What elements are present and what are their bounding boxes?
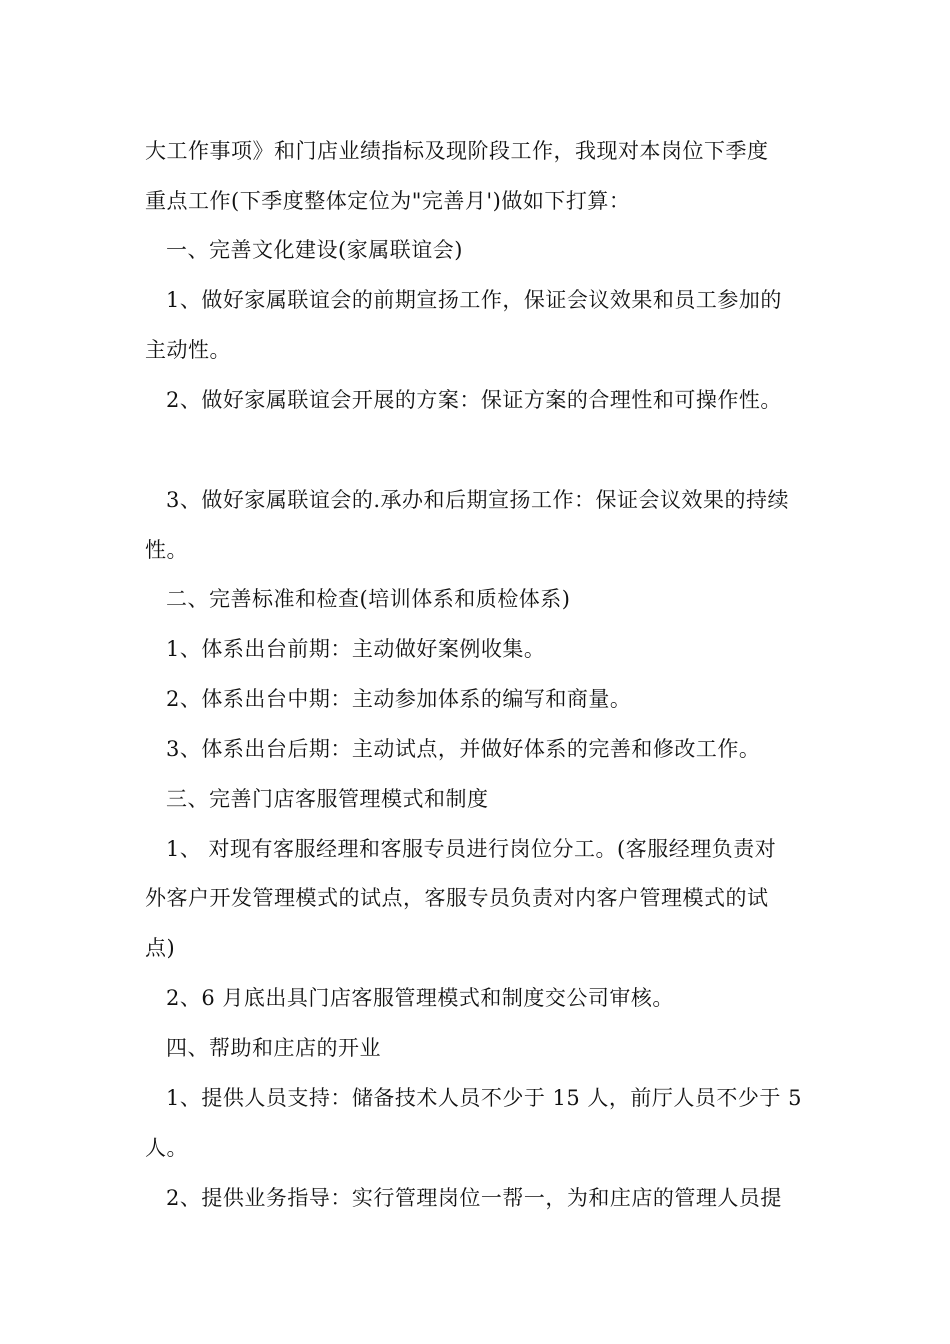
paragraph-line: 主动性。 [145, 338, 231, 362]
list-item: 2、做好家属联谊会开展的方案：保证方案的合理性和可操作性。 [166, 388, 782, 412]
paragraph-line: 点) [145, 936, 176, 960]
section-heading: 二、完善标准和检查(培训体系和质检体系) [166, 587, 571, 611]
section-heading: 一、完善文化建设(家属联谊会) [166, 238, 463, 262]
list-item: 1、做好家属联谊会的前期宣扬工作，保证会议效果和员工参加的 [166, 288, 782, 312]
list-item: 1、提供人员支持：储备技术人员不少于 15 人，前厅人员不少于 5 [166, 1086, 802, 1110]
section-heading: 三、完善门店客服管理模式和制度 [166, 787, 489, 811]
paragraph-line: 性。 [145, 538, 188, 562]
paragraph-line: 大工作事项》和门店业绩指标及现阶段工作，我现对本岗位下季度 [145, 139, 769, 163]
list-item: 1、体系出台前期：主动做好案例收集。 [166, 637, 546, 661]
list-item: 2、体系出台中期：主动参加体系的编写和商量。 [166, 687, 632, 711]
section-heading: 四、帮助和庄店的开业 [166, 1036, 381, 1060]
list-item: 3、做好家属联谊会的.承办和后期宣扬工作：保证会议效果的持续 [166, 488, 790, 512]
list-item: 2、6 月底出具门店客服管理模式和制度交公司审核。 [166, 986, 674, 1010]
list-item: 2、提供业务指导：实行管理岗位一帮一，为和庄店的管理人员提 [166, 1186, 782, 1210]
paragraph-line: 重点工作(下季度整体定位为"完善月')做如下打算： [145, 189, 631, 213]
paragraph-line: 外客户开发管理模式的试点，客服专员负责对内客户管理模式的试 [145, 886, 769, 910]
list-item: 3、体系出台后期：主动试点，并做好体系的完善和修改工作。 [166, 737, 761, 761]
paragraph-line: 人。 [145, 1136, 188, 1160]
list-item: 1、 对现有客服经理和客服专员进行岗位分工。(客服经理负责对 [166, 837, 777, 861]
